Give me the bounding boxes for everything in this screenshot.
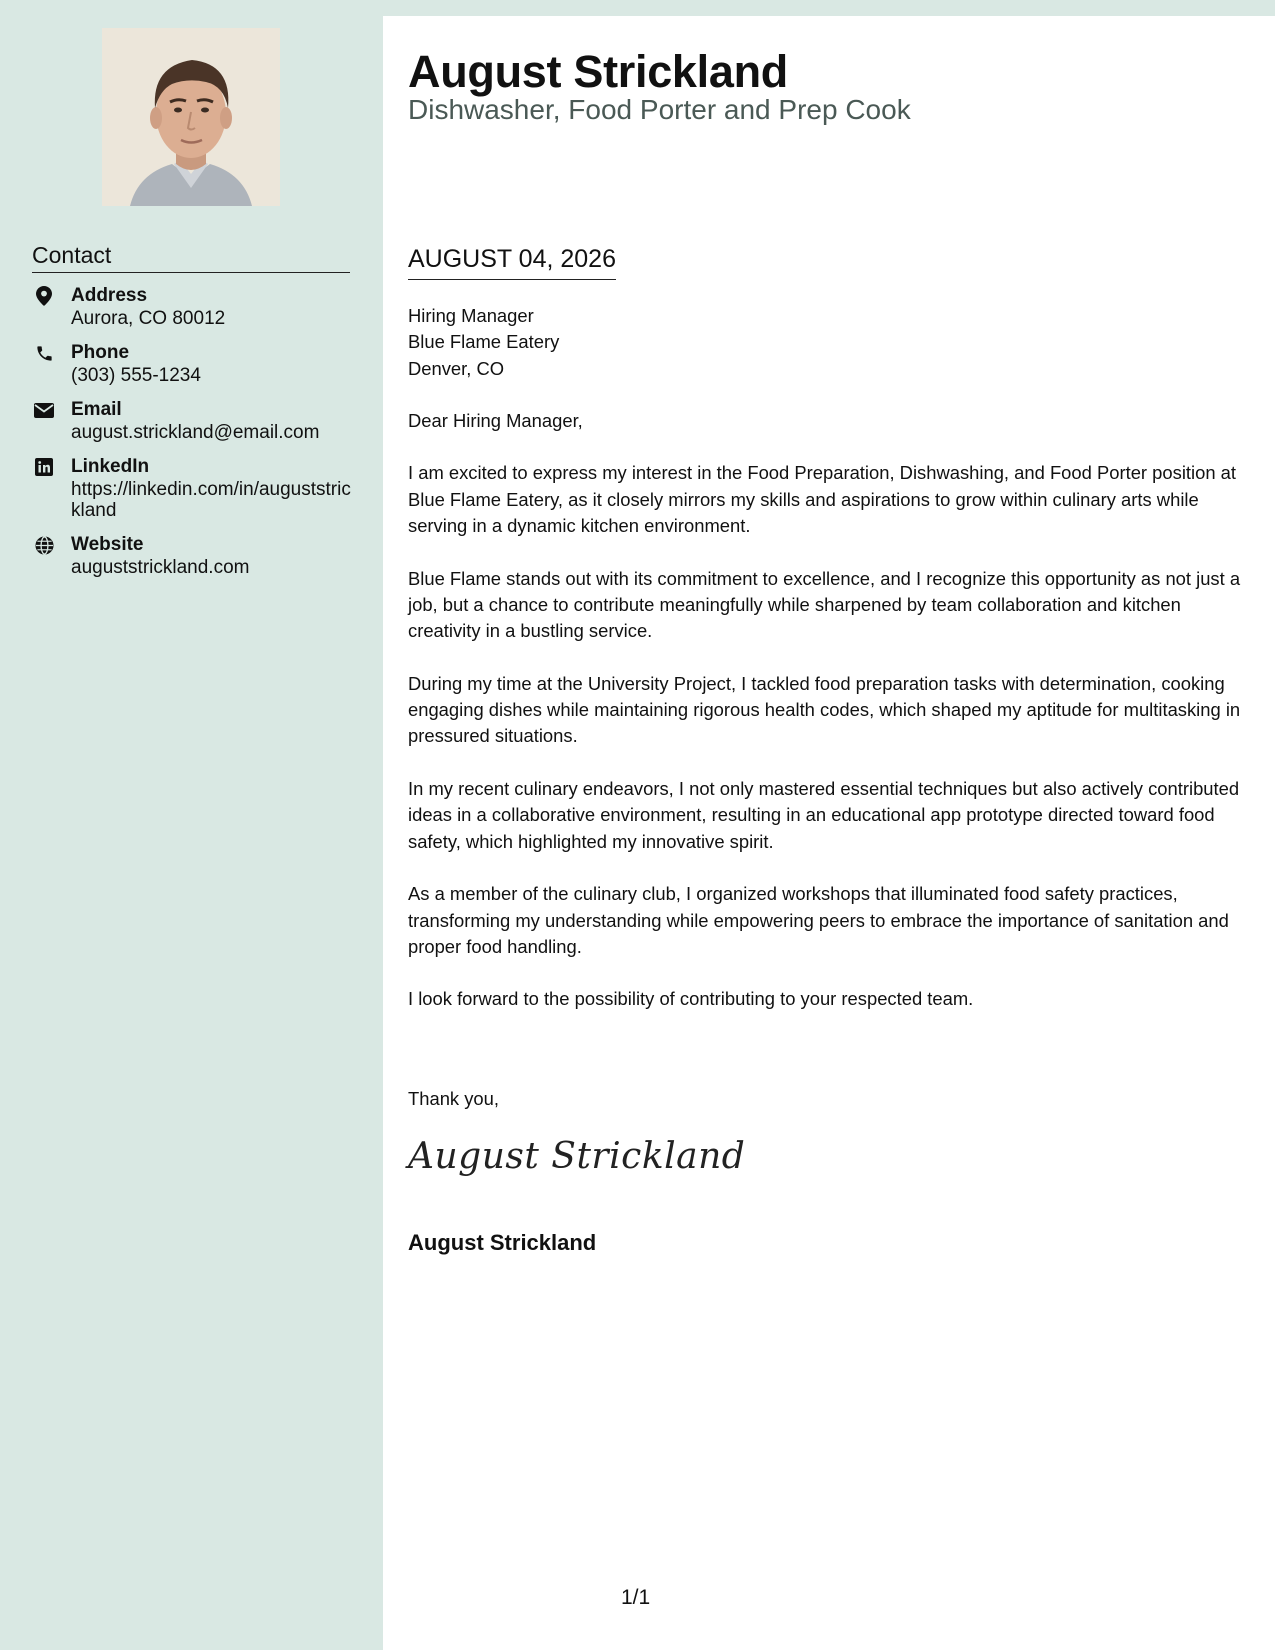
address-label: Address — [71, 285, 148, 306]
page-number: 1/1 — [621, 1586, 651, 1609]
contact-email — [32, 398, 352, 443]
phone-label: Phone — [71, 342, 130, 363]
envelope-icon — [34, 400, 54, 420]
paragraph: I am excited to express my interest in the Food Preparation, Dishwashing, and Food Porter position at Blue Flame Eatery, as it closely mirrors my skills and aspirations to grow within culinary arts while serving in a dynamic kitchen environment. — [408, 462, 1237, 537]
email-label: Email — [71, 399, 122, 420]
contact-list — [32, 284, 352, 590]
handwritten-signature — [406, 1128, 746, 1180]
website-label: Website — [71, 534, 144, 555]
svg-text:August Strickland: August Strickland — [408, 1136, 746, 1177]
signer-name: August Strickland — [408, 1230, 597, 1255]
phone-icon — [34, 343, 54, 363]
letter-body — [408, 303, 1254, 1039]
address-value: Aurora, CO 80012 — [71, 308, 226, 329]
contact-address — [32, 284, 352, 329]
globe-icon — [34, 535, 54, 555]
job-title: Dishwasher, Food Porter and Prep Cook — [408, 94, 911, 125]
signature — [406, 1128, 746, 1180]
contact-heading: Contact — [32, 240, 350, 273]
applicant-name: August Strickland — [408, 46, 788, 97]
contact-linkedin — [32, 455, 352, 521]
letter-main — [383, 16, 1275, 1650]
letter-date: AUGUST 04, 2026 — [408, 242, 616, 280]
recipient-line: Denver, CO — [408, 357, 505, 379]
linkedin-value[interactable]: https://linkedin.com/in/augustst​rickland — [71, 479, 351, 521]
paragraph: I look forward to the possibility of contributing to your respected team. — [408, 988, 974, 1010]
recipient-block — [408, 303, 1254, 382]
linkedin-label: LinkedIn — [71, 456, 150, 477]
linkedin-icon — [34, 457, 54, 477]
map-pin-icon — [34, 286, 54, 306]
paragraph: As a member of the culinary club, I organized workshops that illuminated food safety practices, transforming my understanding while empowering peers to embrace the importance of sanitation and proper food handling. — [408, 883, 1229, 957]
salutation: Dear Hiring Manager, — [408, 409, 583, 431]
paragraph: Blue Flame stands out with its commitment to excellence, and I recognize this opportunity as not just a job, but a chance to contribute meaningfully while sharpened by team collaboration and kitchen creativity in a bustling service. — [408, 567, 1241, 642]
recipient-line: Blue Flame Eatery — [408, 331, 560, 353]
closing: Thank you, — [408, 1088, 499, 1109]
recipient-line: Hiring Manager — [408, 305, 534, 326]
profile-photo-icon — [102, 28, 280, 206]
website-value[interactable]: auguststrickland.com — [71, 557, 250, 578]
contact-phone — [32, 341, 352, 386]
paragraph: During my time at the University Project, I tackled food preparation tasks with determination, cooking engaging dishes while maintaining rigorous health codes, which shaped my aptitude for multitasking in pressured situations. — [408, 672, 1241, 747]
contact-website — [32, 533, 352, 578]
paragraph: In my recent culinary endeavors, I not only mastered essential techniques but also actively contributed ideas in a collaborative environment, resulting in an educational app prototype directed toward food safety, which highlighted my innovative spirit. — [408, 778, 1240, 852]
phone-value: (303) 555-1234 — [71, 365, 201, 386]
sidebar — [0, 0, 383, 1650]
email-value[interactable]: august.strickland@email.com — [71, 422, 320, 443]
avatar — [102, 28, 280, 206]
